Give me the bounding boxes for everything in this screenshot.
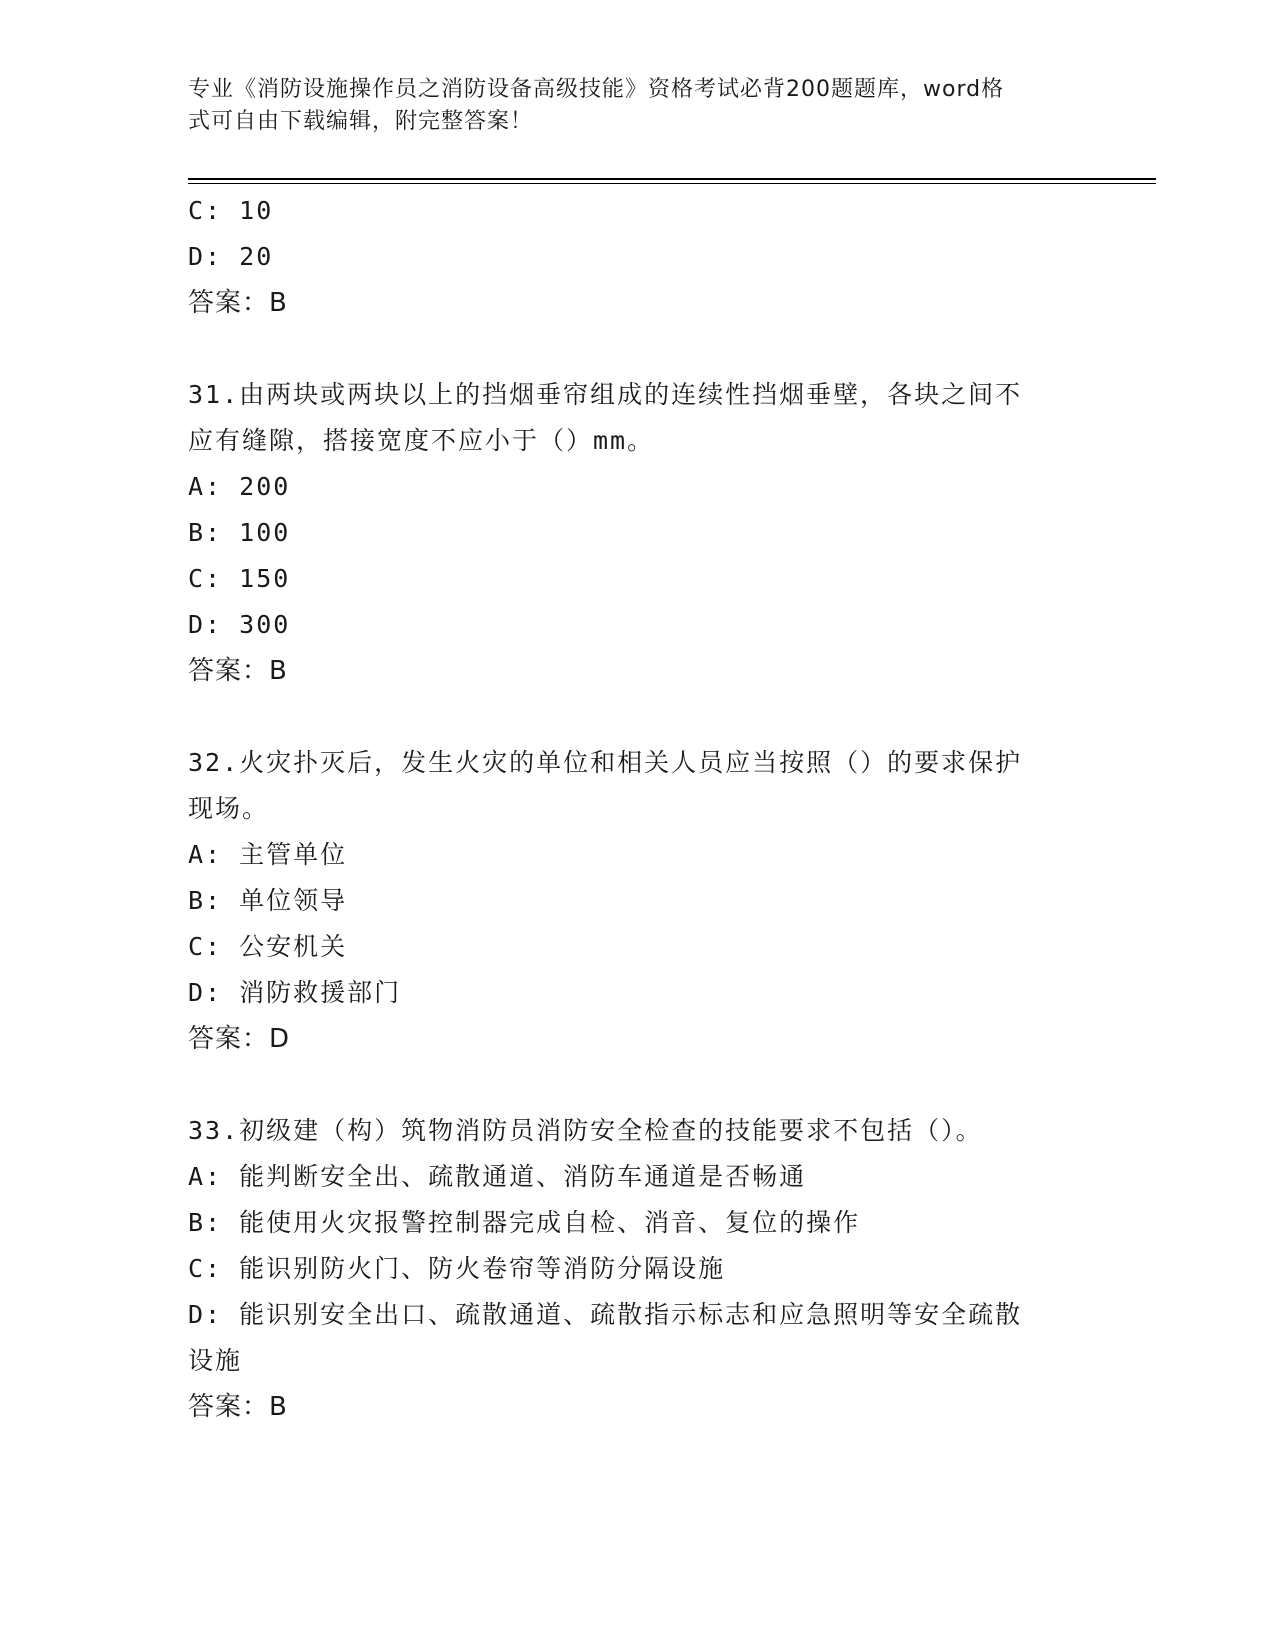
question-text-line: 31.由两块或两块以上的挡烟垂帘组成的连续性挡烟垂壁，各块之间不 <box>188 380 1023 409</box>
option-b: B: 单位领导 <box>188 886 348 915</box>
question-text-line: 32.火灾扑灭后，发生火灾的单位和相关人员应当按照（）的要求保护 <box>188 748 1023 777</box>
question-32 <box>188 740 1088 1062</box>
header-divider-thin <box>188 183 1156 184</box>
answer-line: 答案：D <box>188 1024 291 1054</box>
answer-line: 答案：B <box>188 656 288 686</box>
option-d: D: 能识别安全出口、疏散通道、疏散指示标志和应急照明等安全疏散 <box>188 1300 1023 1329</box>
question-33 <box>188 1108 1088 1430</box>
carryover-question <box>188 188 1088 326</box>
option-b: B: 能使用火灾报警控制器完成自检、消音、复位的操作 <box>188 1208 861 1237</box>
header-line-2: 式可自由下载编辑，附完整答案！ <box>188 109 534 134</box>
option-a: A: 200 <box>188 472 291 501</box>
option-d: D: 300 <box>188 610 291 639</box>
option-c: C: 10 <box>188 196 274 225</box>
option-a: A: 能判断安全出、疏散通道、消防车通道是否畅通 <box>188 1162 807 1191</box>
document-header <box>188 74 1068 138</box>
option-c: C: 公安机关 <box>188 932 348 961</box>
option-d-continued: 设施 <box>188 1346 243 1375</box>
answer-line: 答案：B <box>188 1392 288 1422</box>
question-text-line: 应有缝隙，搭接宽度不应小于（）mm。 <box>188 426 655 455</box>
option-b: B: 100 <box>188 518 291 547</box>
answer-line: 答案：B <box>188 288 288 318</box>
question-list <box>188 188 1088 1430</box>
option-a: A: 主管单位 <box>188 840 348 869</box>
question-text-line: 33.初级建（构）筑物消防员消防安全检查的技能要求不包括（）。 <box>188 1116 983 1145</box>
option-c: C: 能识别防火门、防火卷帘等消防分隔设施 <box>188 1254 726 1283</box>
question-31 <box>188 372 1088 694</box>
header-divider-thick <box>188 178 1156 180</box>
option-d: D: 20 <box>188 242 274 271</box>
question-text-line: 现场。 <box>188 794 270 823</box>
option-d: D: 消防救援部门 <box>188 978 402 1007</box>
header-line-1: 专业《消防设施操作员之消防设备高级技能》资格考试必背200题题库，word格 <box>188 77 1005 102</box>
option-c: C: 150 <box>188 564 291 593</box>
